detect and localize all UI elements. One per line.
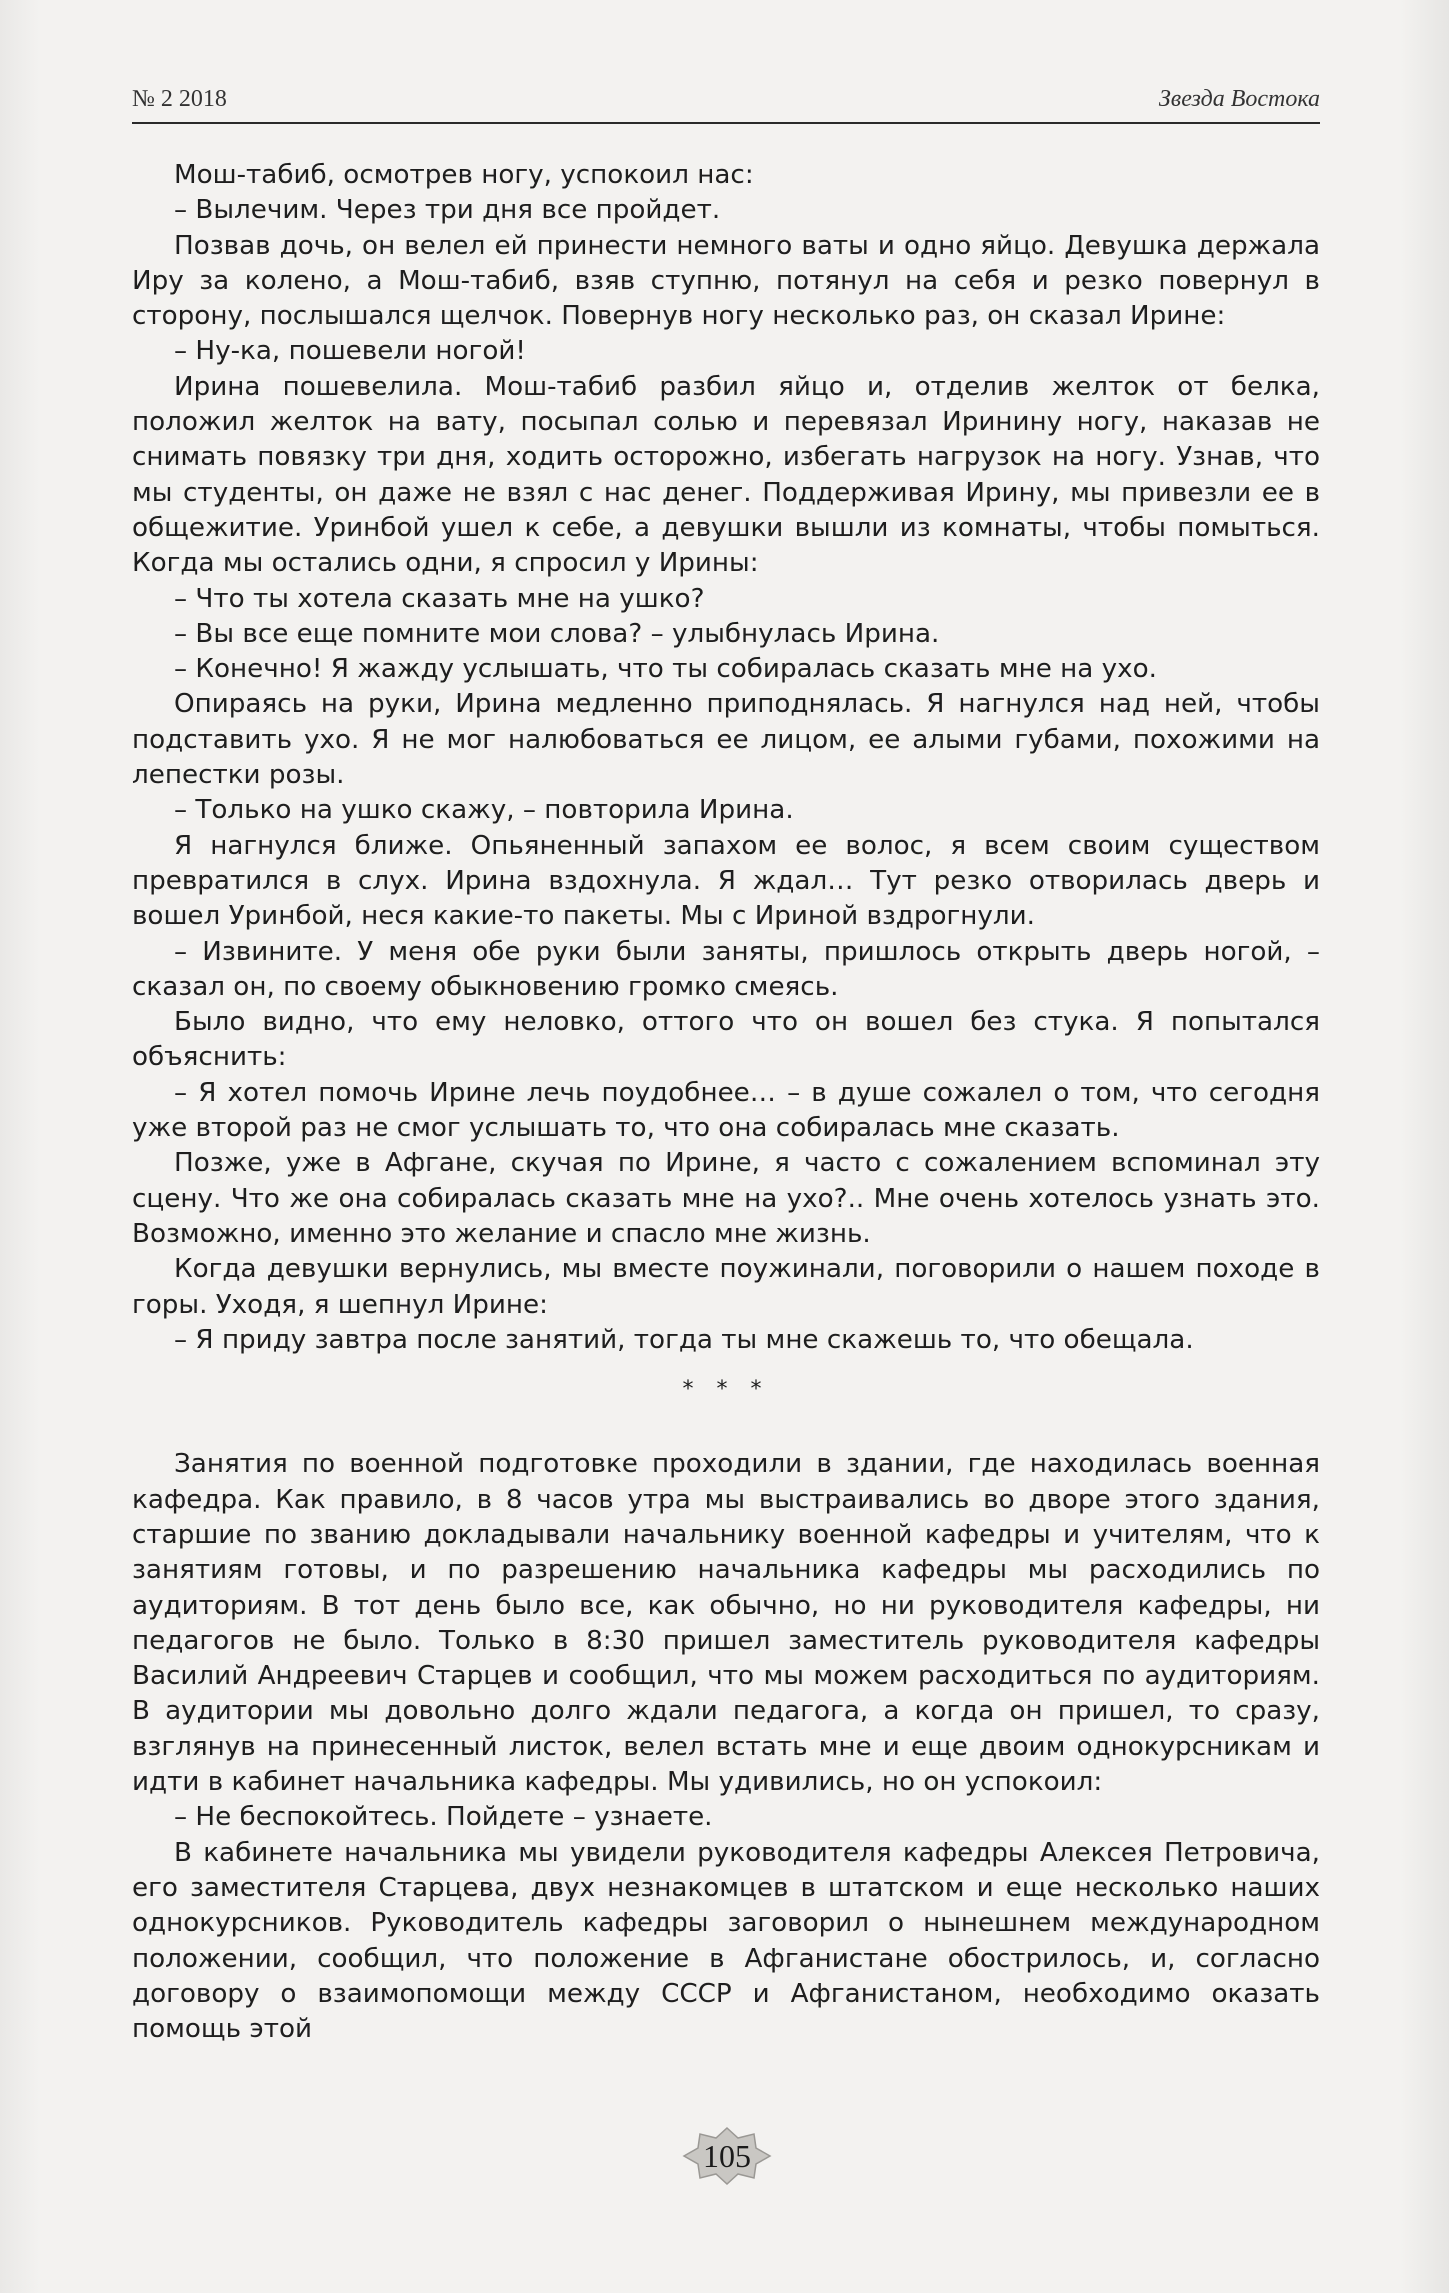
- paragraph: Мош-табиб, осмотрев ногу, успокоил нас:: [174, 160, 754, 190]
- section-separator: * * *: [682, 1377, 770, 1403]
- paragraph: Было видно, что ему неловко, оттого что он вошел без стука. Я попытался объяснить:: [132, 1007, 1320, 1073]
- paragraph: – Конечно! Я жажду услышать, что ты собиралась сказать мне на ухо.: [174, 654, 1157, 685]
- paragraph: Занятия по военной подготовке проходили в здании, где находилась военная кафедра. Как правило, в 8 часов утра мы выстраивались во дворе этого здания, старшие по званию докладывали начальнику военной кафедры и учителям, что к занятиям готовы, и по разрешению начальника кафедры мы расходились по аудиториям. В тот день было все, как обычно, но ни руководителя кафедры, ни педагогов не было. Только в 8:30 пришел заместитель руководителя кафедры Василий Андреевич Старцев и сообщил, что мы можем расходиться по аудиториям. В аудитории мы довольно долго ждали педагога, а когда он пришел, то сразу, взглянув на принесенный листок, велел встать мне и еще двоим однокурсникам и идти в кабинет начальника кафедры. Мы удивились, но он успокоил:: [132, 1449, 1320, 1798]
- paragraph: Я нагнулся ближе. Опьяненный запахом ее волос, я всем своим существом превратился в слух. Ирина вздохнула. Я ждал… Тут резко отворилась дверь и вошел Уринбой, неся какие-то пакеты. Мы с Ириной вздрогнули.: [132, 830, 1320, 932]
- paragraph: Ирина пошевелила. Мош-табиб разбил яйцо и, отделив желток от белка, положил желток на вату, посыпал солью и перевязал Иринину ногу, наказав не снимать повязку три дня, ходить осторожно, избегать нагрузок на ногу. Узнав, что мы студенты, он даже не взял с нас денег. Поддерживая Ирину, мы привезли ее в общежитие. Уринбой ушел к себе, а девушки вышли из комнаты, чтобы помыться. Когда мы остались одни, я спросил у Ирины:: [132, 371, 1320, 579]
- paragraph: – Только на ушко скажу, – повторила Ирина.: [174, 795, 794, 826]
- journal-title: Звезда Востока: [1158, 86, 1320, 112]
- paragraph: Когда девушки вернулись, мы вместе поужинали, поговорили о нашем походе в горы. Уходя, я шепнул Ирине:: [132, 1254, 1320, 1320]
- paragraph: – Вылечим. Через три дня все пройдет.: [174, 195, 721, 226]
- paragraph: В кабинете начальника мы увидели руководителя кафедры Алексея Петровича, его заместителя Старцева, двух незнакомцев в штатском и еще несколько наших однокурсников. Руководитель кафедры заговорил о нынешнем международном положении, сообщил, что положение в Афганистане обострилось, и, согласно договору о взаимопомощи между СССР и Афганистаном, необходимо оказать помощь этой: [132, 1837, 1320, 2045]
- article-body: [132, 158, 1320, 2047]
- paragraph: – Я приду завтра после занятий, тогда ты мне скажешь то, что обещала.: [174, 1324, 1194, 1355]
- issue-label: № 2 2018: [132, 86, 227, 112]
- paragraph: Опираясь на руки, Ирина медленно приподнялась. Я нагнулся над ней, чтобы подставить ухо. Я не мог налюбоваться ее лицом, ее алыми губами, похожими на лепестки розы.: [132, 689, 1320, 791]
- paragraph: Позже, уже в Афгане, скучая по Ирине, я часто с сожалением вспоминал эту сцену. Что же она собиралась сказать мне на ухо?.. Мне очень хотелось узнать это. Возможно, именно это желание и спасло мне жизнь.: [132, 1148, 1320, 1249]
- page-number: 105: [703, 2138, 751, 2174]
- paragraph: – Я хотел помочь Ирине лечь поудобнее… – в душе сожалел о том, что сегодня уже второй раз не смог услышать то, что она собиралась мне сказать.: [132, 1077, 1320, 1144]
- paragraph: – Что ты хотела сказать мне на ушко?: [174, 583, 705, 614]
- running-header: [132, 86, 1320, 124]
- page-number-badge: [682, 2126, 772, 2186]
- paragraph: Позвав дочь, он велел ей принести немного ваты и одно яйцо. Девушка держала Иру за колено, а Мош-табиб, взяв ступню, потянул на себя и резко повернул в сторону, послышался щелчок. Повернув ногу несколько раз, он сказал Ирине:: [132, 230, 1320, 332]
- paragraph: – Вы все еще помните мои слова? – улыбнулась Ирина.: [174, 618, 940, 649]
- paragraph: – Извините. У меня обе руки были заняты, пришлось открыть дверь ногой, – сказал он, по своему обыкновению громко смеясь.: [132, 936, 1320, 1002]
- paragraph: – Ну-ка, пошевели ногой!: [174, 336, 526, 367]
- paragraph: – Не беспокойтесь. Пойдете – узнаете.: [174, 1802, 713, 1833]
